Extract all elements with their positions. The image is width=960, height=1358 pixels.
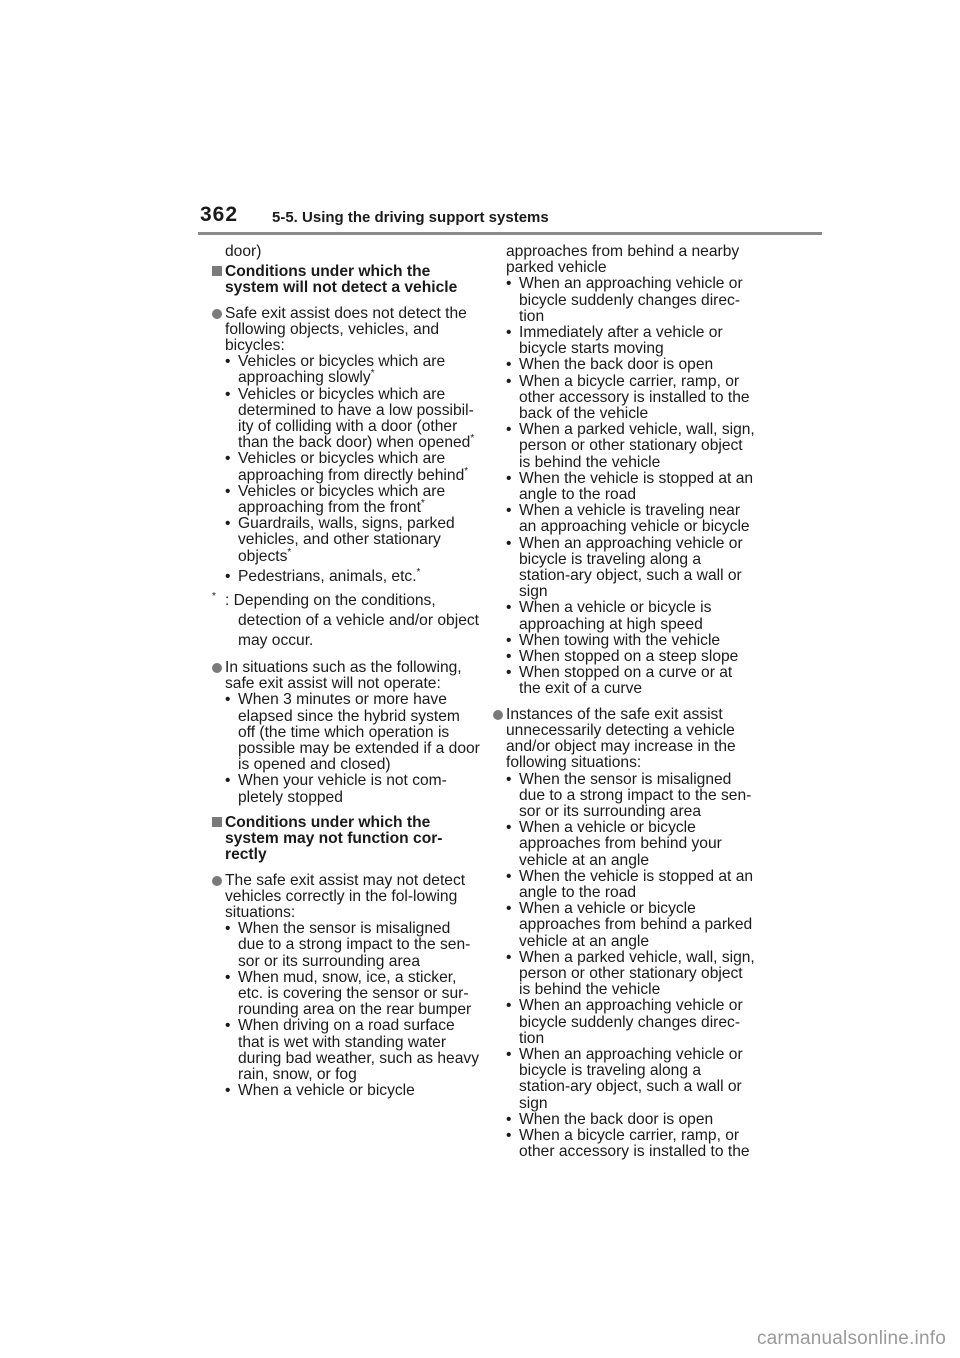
bullet-list [212,354,480,585]
footnote-text: : Depending on the conditions, [225,592,436,610]
list-item [212,387,480,452]
list-item: • When mud, snow, ice, a sticker, etc. is covering the sensor or sur-rounding area on the rear bumper [212,970,480,1019]
section-heading [212,815,480,864]
list-item-text: Vehicles or bicycles which are approaching from directly behind [238,450,465,484]
list-item-text: Pedestrians, animals, etc. [238,567,417,585]
footnote-marker: * [287,546,292,558]
circle-bullet-icon [212,663,222,673]
list-item: • When the back door is open [493,1112,755,1128]
paragraph-text: Instances of the safe exit assist unnecessarily detecting a vehicle and/or object may increase in the following situations: [506,705,736,772]
footnote-marker: * [416,566,421,578]
footnote-marker: * [370,368,375,380]
list-item: • When an approaching vehicle or bicycle suddenly changes direc-tion [493,998,755,1047]
footnote-marker: * [420,498,425,510]
heading-text: Conditions under which the system will not detect a vehicle [225,263,458,297]
left-column [212,244,480,1099]
list-item: • When 3 minutes or more have elapsed since the hybrid system off (the time which operation is possible may be extended if a door is opened and closed) [212,692,480,773]
footnote [212,591,480,651]
list-item: • When a bicycle carrier, ramp, or other accessory is installed to the back of the vehicle [493,374,755,423]
bullet-list [212,692,480,805]
list-item [212,484,480,516]
list-item-text: Vehicles or bicycles which are approaching from the front [238,482,446,517]
paragraph [212,660,480,692]
page-number: 362 [200,203,239,226]
bullet-list [212,921,480,1099]
list-item [212,516,480,565]
bullet-list [493,772,755,1161]
header-divider [198,232,822,235]
paragraph-text: In situations such as the following, safe exit assist will not operate: [225,659,462,693]
list-item [212,566,480,585]
list-item: • When a parked vehicle, wall, sign, person or other stationary object is behind the vehicle [493,950,755,999]
list-item: • When the sensor is misaligned due to a strong impact to the sen-sor or its surrounding area [493,772,755,821]
bullet-list [493,276,755,697]
paragraph-text: The safe exit assist may not detect vehicles correctly in the fol-lowing situations: [225,871,466,921]
list-item: • When the vehicle is stopped at an angle to the road [493,869,755,901]
list-item: • When a vehicle or bicycle is approaching at high speed [493,600,755,632]
paragraph [212,873,480,922]
list-item-text: Vehicles or bicycles which are determined to have a low possibil-ity of colliding with a door (other than the back door) when opened [238,385,474,452]
square-bullet-icon [212,817,222,827]
list-item: • When an approaching vehicle or bicycle is traveling along a station-ary object, such a wall or sign [493,536,755,601]
circle-bullet-icon [493,710,503,720]
list-item: • Immediately after a vehicle or bicycle starts moving [493,325,755,357]
watermark-text: carmanualsonline.info [756,1328,946,1349]
list-item: • When a vehicle or bicycle approaches from behind your vehicle at an angle [493,820,755,869]
paragraph [493,707,755,772]
paragraph [212,306,480,355]
footnote-marker: * [464,465,469,477]
list-item: • When stopped on a curve or at the exit of a curve [493,665,755,697]
list-item: • When your vehicle is not com-pletely stopped [212,773,480,805]
footnote-marker: * [470,433,475,445]
continuation-text: door) [225,243,262,260]
footnote-continuation: detection of a vehicle and/or object may occur. [238,612,479,650]
circle-bullet-icon [212,876,222,886]
section-title: 5-5. Using the driving support systems [272,209,549,226]
list-item-text: Vehicles or bicycles which are approaching slowly [238,353,446,387]
list-item: • When the vehicle is stopped at an angle to the road [493,471,755,503]
list-item: • When the back door is open [493,357,755,373]
list-item: • When towing with the vehicle [493,633,755,649]
list-item: • When stopped on a steep slope [493,649,755,665]
list-item-text: Guardrails, walls, signs, parked vehicles, and other stationary objects [238,515,455,565]
list-item: • When a vehicle is traveling near an approaching vehicle or bicycle [493,503,755,535]
list-item: • When an approaching vehicle or bicycle is traveling along a station-ary object, such a wall or sign [493,1047,755,1112]
list-item [212,451,480,483]
footnote-marker: * [212,591,216,603]
list-item [212,354,480,386]
list-item: • When an approaching vehicle or bicycle suddenly changes direc-tion [493,276,755,325]
list-item: • When a vehicle or bicycle [212,1083,480,1099]
list-item: • When a vehicle or bicycle approaches from behind a parked vehicle at an angle [493,901,755,950]
list-item: • When a bicycle carrier, ramp, or other accessory is installed to the [493,1128,755,1160]
list-item: • When the sensor is misaligned due to a strong impact to the sen-sor or its surrounding area [212,921,480,970]
section-heading [212,264,480,296]
list-item: • When a parked vehicle, wall, sign, person or other stationary object is behind the vehicle [493,422,755,471]
paragraph-text: Safe exit assist does not detect the following objects, vehicles, and bicycles: [225,304,467,355]
continuation-text: approaches from behind a nearby parked vehicle [506,243,740,277]
square-bullet-icon [212,266,222,276]
list-item: • When driving on a road surface that is wet with standing water during bad weather, such as heavy rain, snow, or fog [212,1018,480,1083]
circle-bullet-icon [212,309,222,319]
right-column [493,244,755,1160]
heading-text: Conditions under which the system may not function cor-rectly [225,813,443,864]
